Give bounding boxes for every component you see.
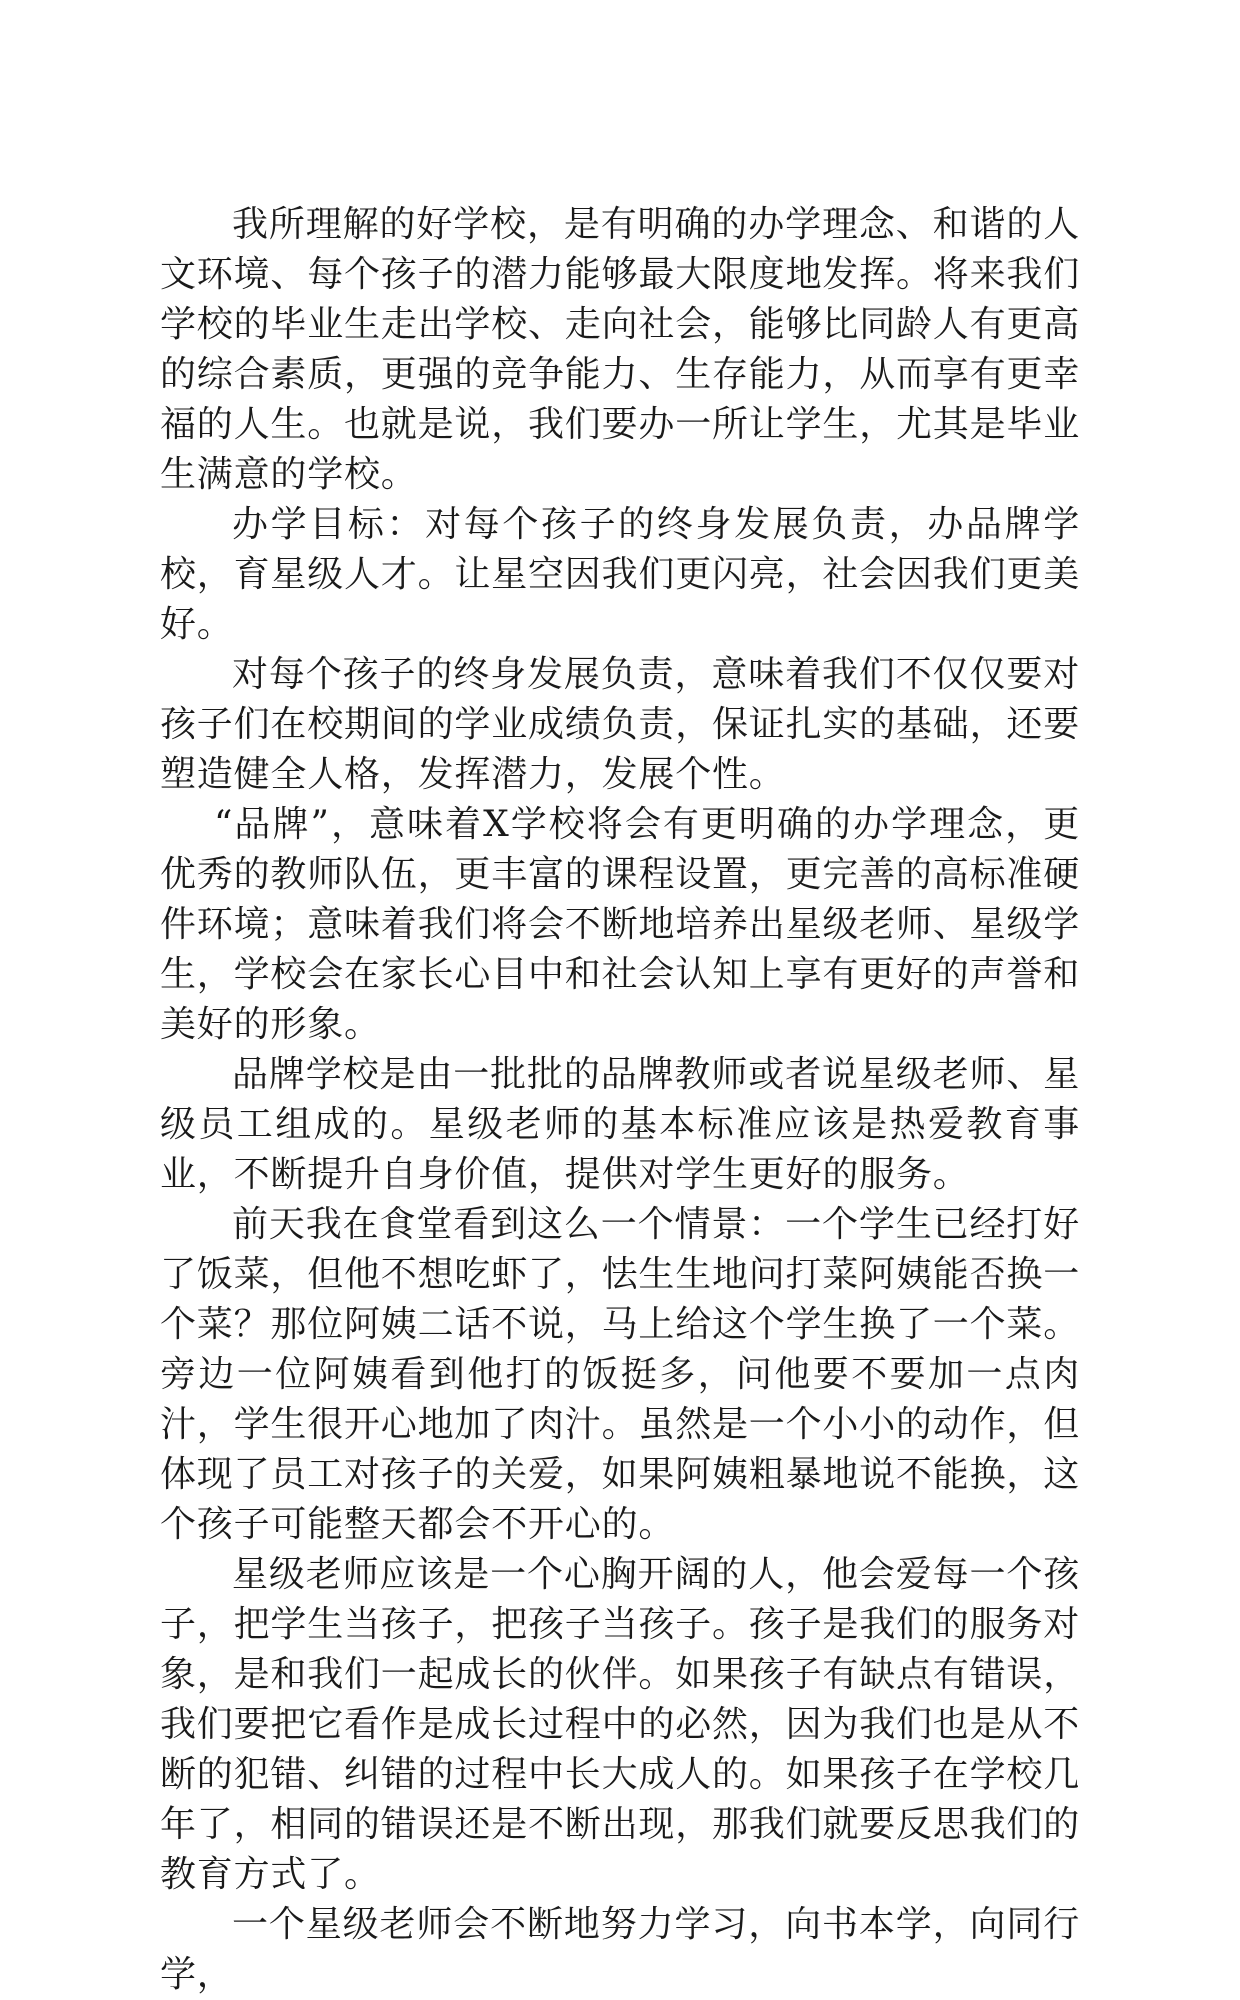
paragraph-good-school: 我所理解的好学校，是有明确的办学理念、和谐的人文环境、每个孩子的潜力能够最大限度地发挥。将来我们学校的毕业生走出学校、走向社会，能够比同龄人有更高的综合素质，更强的竞争能力、生存能力，从而享有更幸福的人生。也就是说，我们要办一所让学生，尤其是毕业生满意的学校。 (160, 204, 1081, 495)
document-body (160, 200, 1080, 2000)
paragraph-learning: 一个星级老师会不断地努力学习，向书本学，向同行学， (160, 1904, 1080, 1995)
paragraph-school-goal: 办学目标：对每个孩子的终身发展负责，办品牌学校，育星级人才。让星空因我们更闪亮，社会因我们更美好。 (160, 504, 1081, 645)
paragraph-brand-meaning: “品牌”，意味着X学校将会有更明确的办学理念，更优秀的教师队伍，更丰富的课程设置，更完善的高标准硬件环境；意味着我们将会不断地培养出星级老师、星级学生，学校会在家长心目中和社会认知上享有更好的声誉和美好的形象。 (160, 804, 1081, 1045)
paragraph-star-teacher: 星级老师应该是一个心胸开阔的人，他会爱每一个孩子，把学生当孩子，把孩子当孩子。孩子是我们的服务对象，是和我们一起成长的伙伴。如果孩子有缺点有错误，我们要把它看作是成长过程中的必然，因为我们也是从不断的犯错、纠错的过程中长大成人的。如果孩子在学校几年了，相同的错误还是不断出现，那我们就要反思我们的教育方式了。 (160, 1554, 1081, 1895)
paragraph-brand-school: 品牌学校是由一批批的品牌教师或者说星级老师、星级员工组成的。星级老师的基本标准应该是热爱教育事业，不断提升自身价值，提供对学生更好的服务。 (160, 1054, 1080, 1195)
paragraph-canteen-story: 前天我在食堂看到这么一个情景：一个学生已经打好了饭菜，但他不想吃虾了，怯生生地问打菜阿姨能否换一个菜？那位阿姨二话不说，马上给这个学生换了一个菜。旁边一位阿姨看到他打的饭挺多，问他要不要加一点肉汁，学生很开心地加了肉汁。虽然是一个小小的动作，但体现了员工对孩子的关爱，如果阿姨粗暴地说不能换，这个孩子可能整天都会不开心的。 (160, 1204, 1081, 1545)
paragraph-lifelong-development: 对每个孩子的终身发展负责，意味着我们不仅仅要对孩子们在校期间的学业成绩负责，保证扎实的基础，还要塑造健全人格，发挥潜力，发展个性。 (160, 654, 1081, 795)
